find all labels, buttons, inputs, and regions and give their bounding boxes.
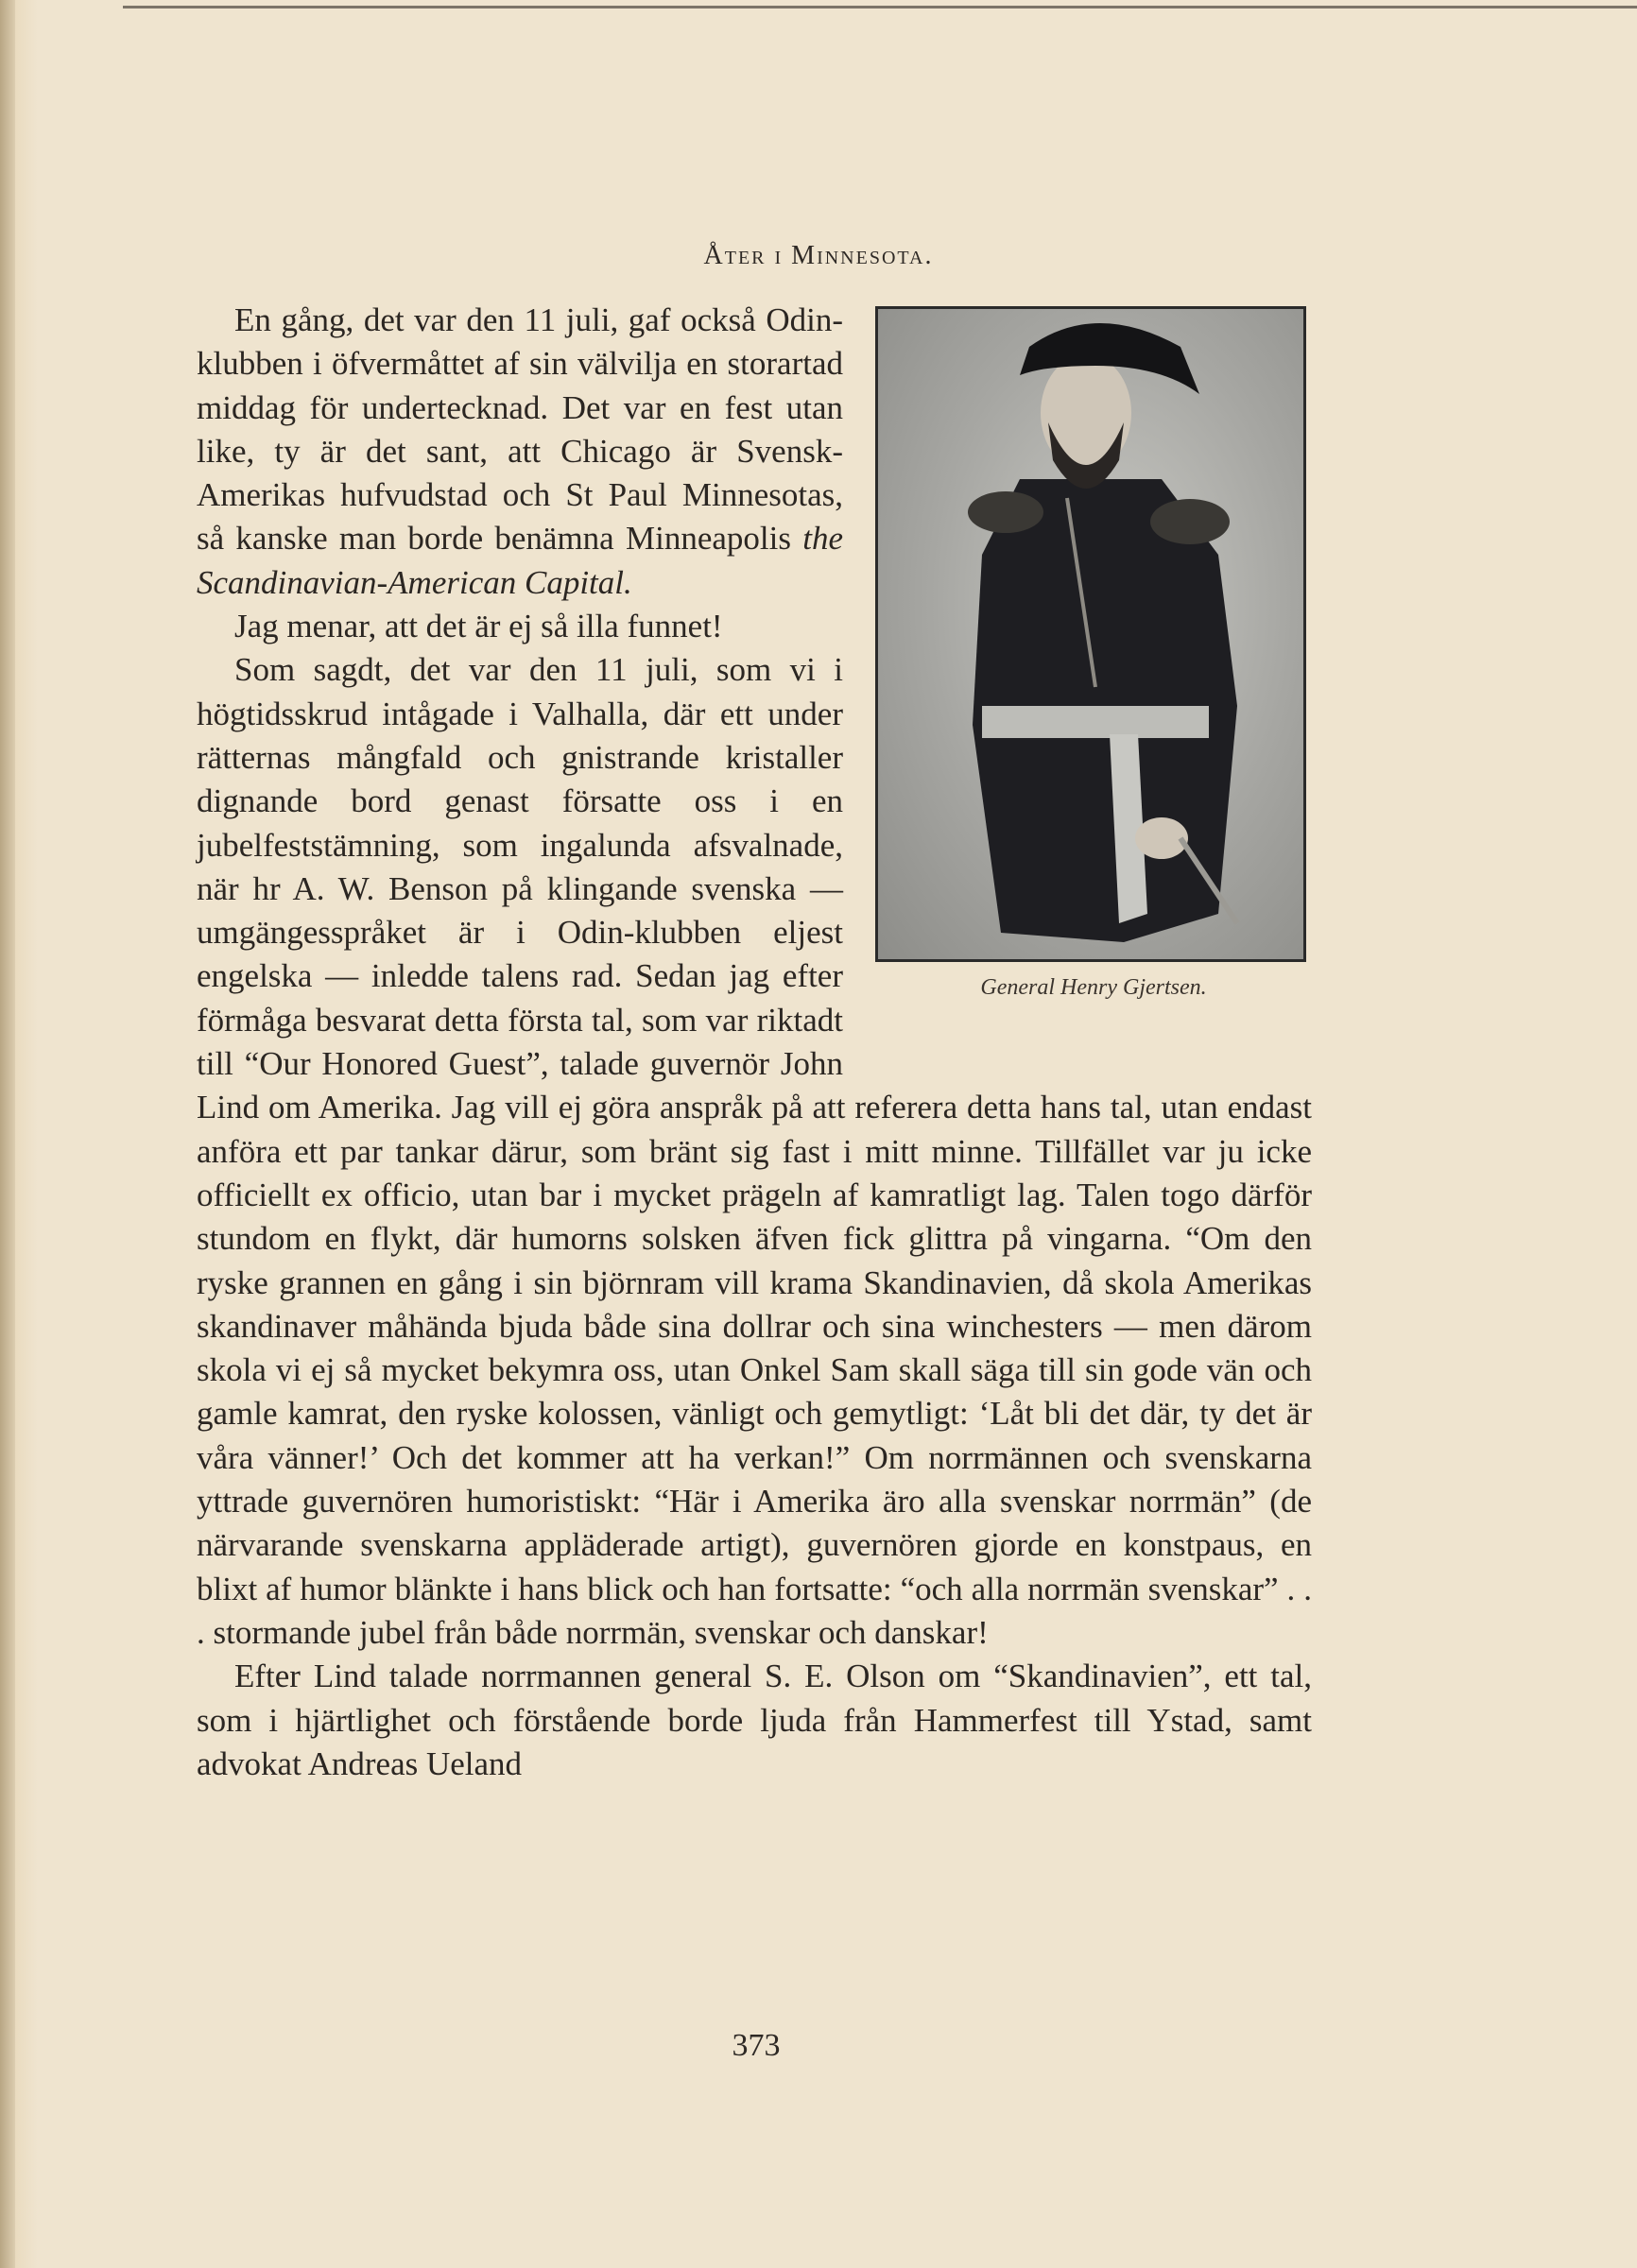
body-text [197, 299, 1312, 1786]
photo-caption: General Henry Gjertsen. [980, 975, 1207, 1000]
paragraph-3: Som sagdt, det var den 11 juli, som vi i högtidsskrud intågade i Valhalla, där ett under rätternas mångfald och gnistrande kristaller dignande bord genast försatte oss i en jubelfeststämning, som ingalunda afsvalnade, när hr A. W. Benson på klingande svenska — umgängesspråket är i Odin-klubben eljest engelska — inledde talens rad. Sedan jag efter förmåga besvarat detta första tal, som var riktadt till “Our Honored Guest”, talade guvernör John Lind om Amerika. Jag vill ej göra anspråk på att referera detta hans tal, utan endast anföra ett par tankar därur, som bränt sig fast i mitt minne. Tillfället var ju icke officiellt ex officio, utan bar i mycket prägeln af kamratligt lag. Talen togo därför stundom en flykt, där humorns solsken äfven fick glittra på vingarna. “Om den ryske grannen en gång i sin björnram vill krama Skandinavien, då skola Amerikas skandinaver måhända bjuda både sina dollrar och sina winchesters — men därom skola vi ej så mycket bekymra oss, utan Onkel Sam skall säga till sin gode vän och gamle kamrat, den ryske kolossen, vänligt och gemytligt: ‘Låt bli det där, ty det är våra vänner!’ Och det kommer att ha verkan!” Om norrmännen och svenskarna yttrade guvernören humoristiskt: “Här i Amerika äro alla svenskar norrmän” (de närvarande svenskarna appläderade artigt), guvernören gjorde en konstpaus, en blixt af humor blänkte i hans blick och han fortsatte: “och alla norrmän svenskar” . . . stormande jubel från både norrmän, svenskar och danskar! [197, 651, 1312, 1651]
portrait-illustration [878, 309, 1303, 959]
running-head: Åter i Minnesota. [703, 241, 934, 270]
photo-figure [875, 306, 1312, 1053]
portrait-photo [875, 306, 1306, 962]
book-spine-edge [0, 0, 15, 2268]
paragraph-1-text: En gång, det var den 11 juli, gaf också Odin-klubben i öfvermåttet af sin välvilja en storartad middag för undertecknad. Det var en fest utan like, ty är det sant, att Chicago är Svensk-Amerikas hufvudstad och St Paul Minnesotas, så kanske man borde benämna Minneapolis [197, 301, 843, 558]
paragraph-4: Efter Lind talade norrmannen general S. E. Olson om “Skandinavien”, ett tal, som i hjärtlighet och förstående borde ljuda från Hammerfest till Ystad, samt advokat Andreas Ueland [197, 1658, 1312, 1782]
paragraph-2: Jag menar, att det är ej så illa funnet! [234, 608, 723, 645]
top-rule [123, 6, 1637, 9]
page-number: 373 [732, 2028, 781, 2063]
paragraph-1-italic: the Scandinavian-American Capital. [197, 520, 843, 601]
